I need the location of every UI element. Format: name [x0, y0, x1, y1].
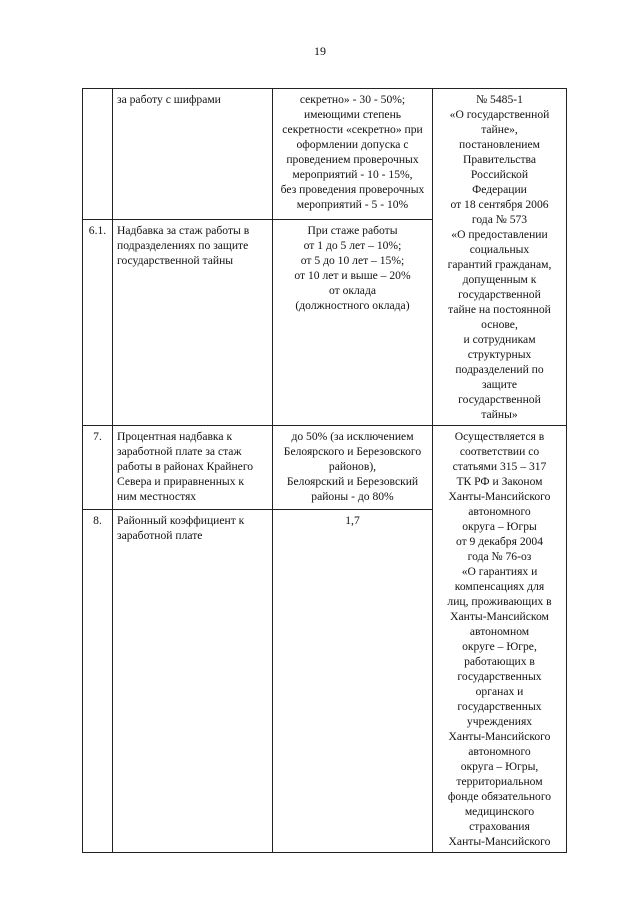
benefit-amount [273, 426, 433, 510]
text-line: тайне на постоянной [448, 303, 551, 316]
text-line: ТК РФ и Законом [456, 475, 543, 488]
text-line: районы - до 80% [311, 490, 394, 503]
benefit-amount [273, 219, 433, 425]
text-line: за работу с шифрами [117, 93, 221, 106]
benefit-amount [273, 89, 433, 220]
text-line: фонде обязательного [447, 790, 552, 803]
text-line: тайны» [481, 408, 518, 421]
benefits-table [82, 88, 567, 853]
page-number: 19 [314, 44, 326, 58]
text-line: постановлением [459, 138, 540, 151]
text-line: Белоярский и Березовский [286, 475, 419, 488]
text-line: автономного [468, 505, 531, 518]
text-line: Осуществляется в [454, 430, 545, 443]
benefit-name [113, 89, 273, 220]
text-line: заработной плате [117, 529, 203, 543]
text-line: до 50% (за исключением [291, 430, 414, 443]
text-line: социальных [469, 243, 530, 256]
text-line: секретности «секретно» при [282, 123, 423, 136]
text-line: (должностного оклада) [295, 298, 410, 312]
text-line: государственных [457, 670, 542, 683]
text-line: гарантий гражданам, [447, 258, 552, 271]
text-line: государственной тайны [117, 253, 234, 267]
text-line: Ханты-Мансийского [448, 490, 551, 503]
text-line: № 5485-1 [476, 93, 523, 106]
text-line: тайне», [481, 123, 518, 136]
row-number: 6.1. [83, 219, 113, 425]
benefit-name [113, 219, 273, 425]
benefit-name [113, 510, 273, 853]
text-line: Районный коэффициент к [117, 514, 245, 528]
text-line: подразделениях по защите [117, 238, 249, 252]
text-line: государственной [458, 393, 541, 406]
text-line: территориальном [456, 775, 543, 788]
text-line: органах и [475, 685, 524, 698]
text-line: от 1 до 5 лет – 10%; [303, 238, 402, 252]
text-line: «О предоставлении [451, 228, 548, 241]
text-line: мероприятий - 5 - 10% [296, 198, 409, 211]
text-line: оформлении допуска с [296, 138, 409, 151]
text-line: компенсациях для [454, 580, 545, 593]
text-line: от оклада [328, 283, 376, 297]
text-line: статьями 315 – 317 [452, 460, 547, 473]
text-line: Российской [470, 168, 529, 181]
text-line: имеющими степень [303, 108, 402, 121]
text-line: Правительства [463, 153, 536, 166]
text-line: государственных [457, 700, 542, 713]
text-line: лиц, проживающих в [447, 595, 552, 608]
text-line: проведением проверочных [286, 153, 419, 166]
text-line: Надбавка за стаж работы в [117, 223, 250, 237]
table-row [83, 89, 567, 220]
text-line: допущенным к [462, 273, 537, 286]
text-line: районов), [328, 460, 377, 473]
text-line: государственной [458, 288, 541, 301]
text-line: от 10 лет и выше – 20% [294, 268, 411, 282]
text-line: учреждениях [466, 715, 533, 728]
text-line: соответствии со [459, 445, 540, 458]
legal-basis [433, 89, 567, 426]
text-line: работы в районах Крайнего [117, 460, 254, 473]
text-line: Ханты-Мансийском [450, 610, 549, 623]
text-line: При стаже работы [307, 223, 398, 237]
text-line: без проведения проверочных [280, 183, 425, 196]
text-line: Белоярского и Березовского [283, 445, 422, 458]
row-number [83, 89, 113, 220]
legal-basis [433, 426, 567, 853]
text-line: округа – Югры, [460, 760, 539, 773]
text-line: и сотрудникам [463, 333, 536, 346]
text-line: Ханты-Мансийского [448, 835, 551, 848]
text-line: года № 573 [471, 213, 528, 226]
text-line: заработной плате за стаж [117, 445, 242, 458]
benefit-amount [273, 510, 433, 853]
text-line: ним местностях [117, 490, 197, 503]
row-number: 7. [83, 426, 113, 510]
text-line: автономного [468, 745, 531, 758]
text-line: Севера и приравненных к [117, 475, 245, 488]
row-number: 8. [83, 510, 113, 853]
text-line: основе, [481, 318, 518, 331]
text-line: мероприятий - 10 - 15%, [292, 168, 413, 181]
text-line: работающих в [464, 655, 535, 668]
text-line: от 9 декабря 2004 [455, 535, 544, 548]
text-line: автономном [469, 625, 530, 638]
text-line: 1,7 [345, 514, 360, 528]
text-line: от 18 сентября 2006 [450, 198, 549, 211]
text-line: «О государственной [449, 108, 550, 121]
table-row [83, 426, 567, 510]
text-line: защите [481, 378, 518, 391]
text-line: от 5 до 10 лет – 15%; [300, 253, 405, 267]
text-line: структурных [467, 348, 532, 361]
text-line: Процентная надбавка к [117, 430, 233, 443]
text-line: округа – Югры [462, 520, 537, 533]
text-line: Федерации [472, 183, 527, 196]
text-line: медицинского [464, 805, 535, 818]
text-line: Ханты-Мансийского [448, 730, 551, 743]
text-line: округе – Югре, [462, 640, 537, 653]
text-line: «О гарантиях и [461, 565, 538, 578]
text-line: страхования [469, 820, 530, 833]
text-line: года № 76-оз [467, 550, 532, 563]
benefit-name [113, 426, 273, 510]
text-line: подразделений по [455, 363, 544, 376]
text-line: секретно» - 30 - 50%; [299, 93, 406, 106]
